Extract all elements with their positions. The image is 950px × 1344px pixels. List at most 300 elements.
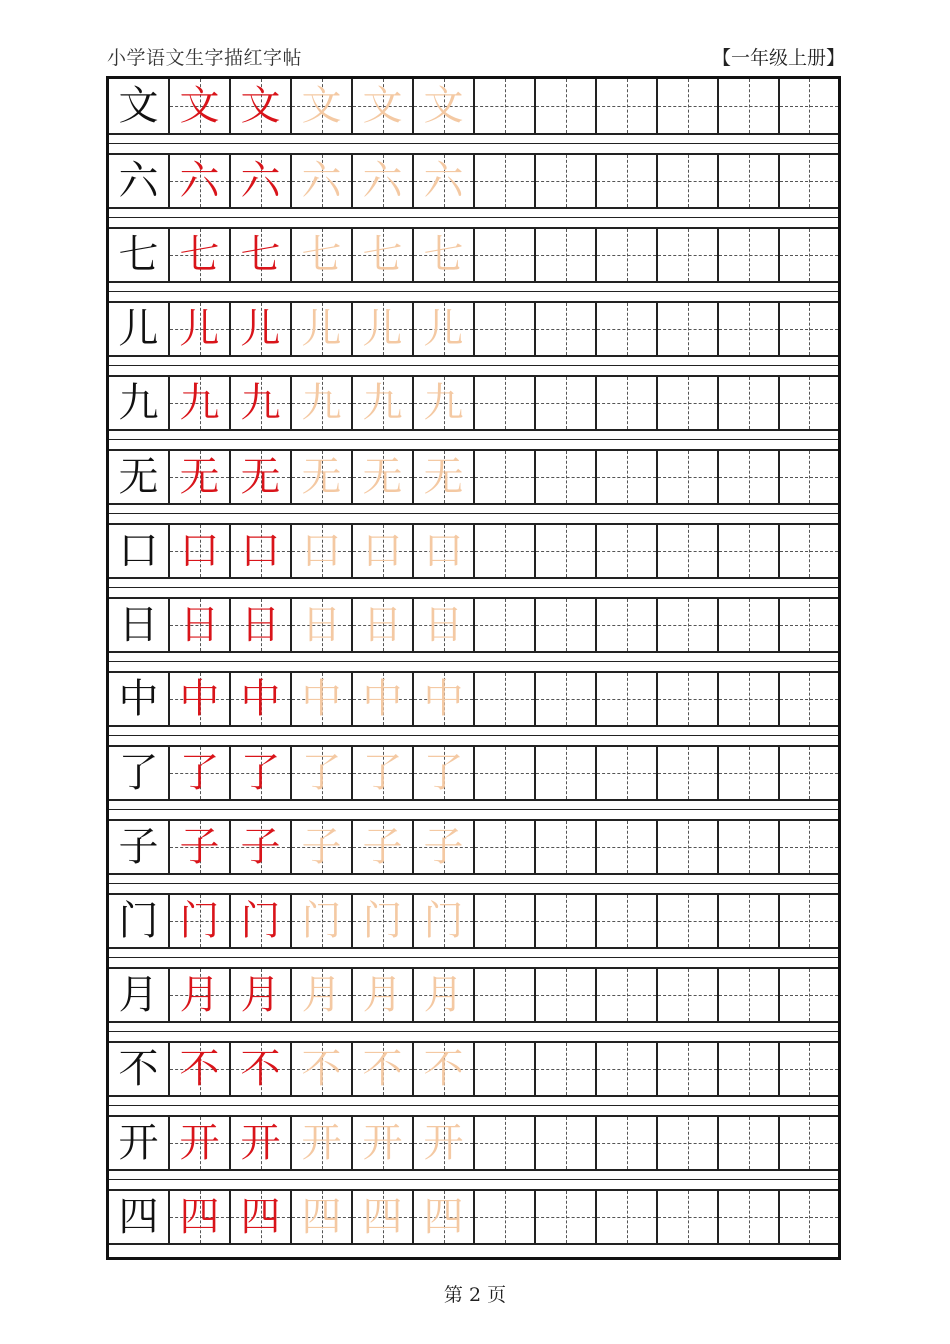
trace-character: 门 — [362, 898, 403, 944]
horizontal-guide-line — [658, 921, 717, 922]
horizontal-guide-line — [780, 1143, 838, 1144]
horizontal-guide-line — [536, 329, 595, 330]
trace-char-cell — [414, 377, 475, 429]
blank-writing-cell — [475, 1043, 536, 1095]
horizontal-guide-line — [597, 995, 656, 996]
trace-char-cell — [170, 377, 231, 429]
red-character: 月 — [179, 972, 220, 1018]
red-character: 九 — [240, 380, 281, 426]
blank-writing-cell — [536, 821, 597, 873]
blank-writing-cell — [780, 821, 838, 873]
model-char-cell — [109, 229, 170, 281]
horizontal-guide-line — [536, 625, 595, 626]
horizontal-guide-line — [719, 921, 778, 922]
red-character: 七 — [179, 232, 220, 278]
horizontal-guide-line — [475, 921, 534, 922]
separator-line — [109, 439, 838, 440]
horizontal-guide-line — [475, 1069, 534, 1070]
trace-char-cell — [414, 229, 475, 281]
blank-writing-cell — [536, 673, 597, 725]
trace-char-cell — [414, 673, 475, 725]
blank-writing-cell — [780, 79, 838, 133]
trace-char-cell — [292, 969, 353, 1021]
trace-character: 月 — [362, 972, 403, 1018]
trace-char-cell — [170, 1043, 231, 1095]
horizontal-guide-line — [658, 106, 717, 107]
practice-row — [109, 375, 838, 431]
trace-char-cell — [231, 451, 292, 503]
trace-character: 文 — [423, 83, 464, 129]
blank-writing-cell — [475, 895, 536, 947]
horizontal-guide-line — [658, 1069, 717, 1070]
page-number: 第 2 页 — [443, 1284, 507, 1306]
trace-char-cell — [292, 1191, 353, 1243]
horizontal-guide-line — [597, 477, 656, 478]
blank-writing-cell — [597, 303, 658, 355]
model-character: 文 — [118, 83, 159, 129]
horizontal-guide-line — [536, 773, 595, 774]
blank-writing-cell — [475, 1191, 536, 1243]
horizontal-guide-line — [658, 329, 717, 330]
trace-character: 开 — [362, 1120, 403, 1166]
trace-char-cell — [353, 451, 414, 503]
blank-writing-cell — [658, 79, 719, 133]
trace-char-cell — [292, 895, 353, 947]
trace-character: 门 — [301, 898, 342, 944]
blank-writing-cell — [597, 895, 658, 947]
blank-writing-cell — [536, 1191, 597, 1243]
trace-char-cell — [414, 451, 475, 503]
trace-char-cell — [170, 1191, 231, 1243]
trace-char-cell — [231, 525, 292, 577]
trace-char-cell — [414, 599, 475, 651]
horizontal-guide-line — [536, 181, 595, 182]
model-character: 子 — [118, 824, 159, 870]
blank-writing-cell — [597, 377, 658, 429]
trace-char-cell — [292, 821, 353, 873]
blank-writing-cell — [780, 1191, 838, 1243]
red-character: 中 — [179, 676, 220, 722]
grade-label: 【一年级上册】 — [711, 47, 845, 69]
model-character: 日 — [118, 602, 159, 648]
trace-char-cell — [170, 451, 231, 503]
blank-writing-cell — [719, 155, 780, 207]
practice-row — [109, 967, 838, 1023]
blank-writing-cell — [658, 525, 719, 577]
row-separator — [109, 431, 838, 449]
blank-writing-cell — [780, 599, 838, 651]
separator-line — [109, 661, 838, 662]
row-separator — [109, 1171, 838, 1189]
trace-char-cell — [292, 747, 353, 799]
horizontal-guide-line — [719, 1217, 778, 1218]
blank-writing-cell — [597, 821, 658, 873]
horizontal-guide-line — [475, 1217, 534, 1218]
trace-character: 开 — [301, 1120, 342, 1166]
horizontal-guide-line — [597, 1069, 656, 1070]
red-character: 子 — [179, 824, 220, 870]
blank-writing-cell — [536, 155, 597, 207]
trace-char-cell — [353, 599, 414, 651]
trace-character: 子 — [423, 824, 464, 870]
blank-writing-cell — [475, 1117, 536, 1169]
blank-writing-cell — [536, 969, 597, 1021]
worksheet-title: 小学语文生字描红字帖 — [107, 47, 303, 69]
trace-char-cell — [170, 821, 231, 873]
horizontal-guide-line — [536, 477, 595, 478]
red-character: 了 — [179, 750, 220, 796]
blank-writing-cell — [719, 525, 780, 577]
horizontal-guide-line — [719, 477, 778, 478]
horizontal-guide-line — [719, 106, 778, 107]
horizontal-guide-line — [597, 773, 656, 774]
blank-writing-cell — [475, 821, 536, 873]
trace-char-cell — [231, 969, 292, 1021]
blank-writing-cell — [597, 1191, 658, 1243]
horizontal-guide-line — [780, 255, 838, 256]
model-character: 七 — [118, 232, 159, 278]
blank-writing-cell — [658, 229, 719, 281]
trace-character: 六 — [362, 158, 403, 204]
trace-char-cell — [231, 821, 292, 873]
trace-char-cell — [231, 229, 292, 281]
trace-char-cell — [231, 155, 292, 207]
model-char-cell — [109, 969, 170, 1021]
trace-char-cell — [170, 79, 231, 133]
horizontal-guide-line — [719, 403, 778, 404]
blank-writing-cell — [780, 303, 838, 355]
model-character: 了 — [118, 750, 159, 796]
horizontal-guide-line — [658, 551, 717, 552]
red-character: 门 — [240, 898, 281, 944]
trace-char-cell — [353, 525, 414, 577]
trace-char-cell — [414, 155, 475, 207]
trace-character: 四 — [423, 1194, 464, 1240]
trace-char-cell — [414, 747, 475, 799]
trace-character: 七 — [362, 232, 403, 278]
trace-char-cell — [231, 79, 292, 133]
blank-writing-cell — [780, 895, 838, 947]
row-separator — [109, 209, 838, 227]
blank-writing-cell — [658, 1043, 719, 1095]
horizontal-guide-line — [597, 551, 656, 552]
separator-line — [109, 883, 838, 884]
horizontal-guide-line — [658, 1217, 717, 1218]
blank-writing-cell — [597, 229, 658, 281]
blank-writing-cell — [780, 673, 838, 725]
model-char-cell — [109, 525, 170, 577]
trace-character: 日 — [301, 602, 342, 648]
blank-writing-cell — [536, 599, 597, 651]
trace-char-cell — [414, 821, 475, 873]
horizontal-guide-line — [719, 995, 778, 996]
separator-line — [109, 957, 838, 958]
practice-grid — [106, 76, 841, 1260]
blank-writing-cell — [536, 895, 597, 947]
horizontal-guide-line — [475, 255, 534, 256]
practice-row — [109, 227, 838, 283]
model-character: 开 — [118, 1120, 159, 1166]
blank-writing-cell — [780, 525, 838, 577]
trace-character: 六 — [301, 158, 342, 204]
trace-char-cell — [292, 79, 353, 133]
horizontal-guide-line — [658, 181, 717, 182]
red-character: 月 — [240, 972, 281, 1018]
trace-character: 文 — [301, 83, 342, 129]
trace-char-cell — [231, 747, 292, 799]
blank-writing-cell — [658, 821, 719, 873]
red-character: 不 — [240, 1046, 281, 1092]
blank-writing-cell — [780, 377, 838, 429]
trace-character: 了 — [362, 750, 403, 796]
horizontal-guide-line — [536, 1217, 595, 1218]
blank-writing-cell — [475, 599, 536, 651]
blank-writing-cell — [597, 969, 658, 1021]
horizontal-guide-line — [475, 477, 534, 478]
trace-char-cell — [292, 155, 353, 207]
separator-line — [109, 291, 838, 292]
trace-char-cell — [170, 1117, 231, 1169]
model-char-cell — [109, 79, 170, 133]
blank-writing-cell — [536, 1117, 597, 1169]
horizontal-guide-line — [658, 773, 717, 774]
horizontal-guide-line — [475, 551, 534, 552]
row-separator — [109, 727, 838, 745]
separator-line — [109, 1031, 838, 1032]
model-char-cell — [109, 155, 170, 207]
horizontal-guide-line — [719, 1143, 778, 1144]
trace-char-cell — [414, 1191, 475, 1243]
blank-writing-cell — [780, 969, 838, 1021]
row-separator — [109, 579, 838, 597]
trace-character: 了 — [301, 750, 342, 796]
blank-writing-cell — [719, 673, 780, 725]
horizontal-guide-line — [597, 403, 656, 404]
trace-char-cell — [292, 377, 353, 429]
blank-writing-cell — [658, 1117, 719, 1169]
blank-writing-cell — [536, 1043, 597, 1095]
red-character: 开 — [179, 1120, 220, 1166]
trace-character: 七 — [423, 232, 464, 278]
row-separator — [109, 135, 838, 153]
blank-writing-cell — [536, 525, 597, 577]
model-character: 不 — [118, 1046, 159, 1092]
horizontal-guide-line — [719, 699, 778, 700]
horizontal-guide-line — [536, 699, 595, 700]
separator-line — [109, 513, 838, 514]
separator-line — [109, 1105, 838, 1106]
trace-character: 无 — [362, 454, 403, 500]
horizontal-guide-line — [597, 921, 656, 922]
blank-writing-cell — [719, 303, 780, 355]
practice-row — [109, 301, 838, 357]
trace-char-cell — [353, 1117, 414, 1169]
horizontal-guide-line — [536, 403, 595, 404]
trace-character: 九 — [301, 380, 342, 426]
model-character: 门 — [118, 898, 159, 944]
horizontal-guide-line — [597, 699, 656, 700]
blank-writing-cell — [658, 673, 719, 725]
horizontal-guide-line — [536, 106, 595, 107]
red-character: 口 — [240, 528, 281, 574]
trace-char-cell — [353, 155, 414, 207]
blank-writing-cell — [597, 673, 658, 725]
trace-char-cell — [292, 303, 353, 355]
blank-writing-cell — [780, 1117, 838, 1169]
trace-char-cell — [292, 1117, 353, 1169]
blank-writing-cell — [597, 1043, 658, 1095]
blank-writing-cell — [475, 969, 536, 1021]
trace-char-cell — [170, 303, 231, 355]
practice-row — [109, 449, 838, 505]
red-character: 六 — [179, 158, 220, 204]
trace-char-cell — [231, 1117, 292, 1169]
practice-row — [109, 745, 838, 801]
horizontal-guide-line — [597, 625, 656, 626]
horizontal-guide-line — [780, 995, 838, 996]
trace-character: 不 — [301, 1046, 342, 1092]
blank-writing-cell — [780, 155, 838, 207]
blank-writing-cell — [719, 451, 780, 503]
blank-writing-cell — [719, 1043, 780, 1095]
blank-writing-cell — [597, 155, 658, 207]
trace-char-cell — [414, 1117, 475, 1169]
trace-character: 文 — [362, 83, 403, 129]
trace-character: 了 — [423, 750, 464, 796]
blank-writing-cell — [597, 1117, 658, 1169]
horizontal-guide-line — [780, 1217, 838, 1218]
blank-writing-cell — [719, 1117, 780, 1169]
model-char-cell — [109, 377, 170, 429]
row-separator — [109, 505, 838, 523]
trace-char-cell — [170, 155, 231, 207]
trace-char-cell — [170, 229, 231, 281]
trace-char-cell — [353, 747, 414, 799]
red-character: 日 — [240, 602, 281, 648]
trace-char-cell — [292, 1043, 353, 1095]
trace-character: 不 — [362, 1046, 403, 1092]
horizontal-guide-line — [719, 773, 778, 774]
blank-writing-cell — [780, 747, 838, 799]
red-character: 四 — [179, 1194, 220, 1240]
red-character: 九 — [179, 380, 220, 426]
trace-character: 四 — [362, 1194, 403, 1240]
blank-writing-cell — [719, 895, 780, 947]
blank-writing-cell — [475, 525, 536, 577]
separator-line — [109, 217, 838, 218]
red-character: 门 — [179, 898, 220, 944]
red-character: 口 — [179, 528, 220, 574]
red-character: 儿 — [240, 306, 281, 352]
separator-line — [109, 1179, 838, 1180]
trace-character: 四 — [301, 1194, 342, 1240]
blank-writing-cell — [780, 1043, 838, 1095]
model-character: 月 — [118, 972, 159, 1018]
trace-char-cell — [292, 525, 353, 577]
practice-row — [109, 671, 838, 727]
red-character: 了 — [240, 750, 281, 796]
horizontal-guide-line — [780, 181, 838, 182]
trace-character: 门 — [423, 898, 464, 944]
horizontal-guide-line — [475, 106, 534, 107]
row-separator — [109, 875, 838, 893]
trace-character: 开 — [423, 1120, 464, 1166]
horizontal-guide-line — [536, 1143, 595, 1144]
horizontal-guide-line — [658, 1143, 717, 1144]
model-char-cell — [109, 673, 170, 725]
blank-writing-cell — [475, 377, 536, 429]
model-character: 六 — [118, 158, 159, 204]
practice-row — [109, 79, 838, 135]
horizontal-guide-line — [780, 403, 838, 404]
model-char-cell — [109, 821, 170, 873]
model-char-cell — [109, 747, 170, 799]
model-char-cell — [109, 599, 170, 651]
trace-character: 无 — [301, 454, 342, 500]
trace-character: 口 — [301, 528, 342, 574]
horizontal-guide-line — [475, 1143, 534, 1144]
separator-line — [109, 735, 838, 736]
trace-char-cell — [292, 451, 353, 503]
row-separator — [109, 283, 838, 301]
blank-writing-cell — [780, 229, 838, 281]
horizontal-guide-line — [536, 847, 595, 848]
horizontal-guide-line — [780, 847, 838, 848]
horizontal-guide-line — [597, 329, 656, 330]
red-character: 子 — [240, 824, 281, 870]
model-char-cell — [109, 1043, 170, 1095]
blank-writing-cell — [658, 377, 719, 429]
blank-writing-cell — [658, 895, 719, 947]
blank-writing-cell — [719, 599, 780, 651]
horizontal-guide-line — [536, 551, 595, 552]
model-character: 口 — [118, 528, 159, 574]
blank-writing-cell — [719, 821, 780, 873]
trace-character: 中 — [423, 676, 464, 722]
horizontal-guide-line — [780, 106, 838, 107]
practice-row — [109, 523, 838, 579]
trace-char-cell — [231, 1191, 292, 1243]
trace-char-cell — [292, 673, 353, 725]
blank-writing-cell — [536, 229, 597, 281]
separator-line — [109, 587, 838, 588]
practice-row — [109, 893, 838, 949]
horizontal-guide-line — [597, 181, 656, 182]
red-character: 文 — [179, 83, 220, 129]
row-separator — [109, 357, 838, 375]
trace-character: 子 — [362, 824, 403, 870]
trace-character: 口 — [423, 528, 464, 574]
trace-character: 不 — [423, 1046, 464, 1092]
blank-writing-cell — [658, 155, 719, 207]
horizontal-guide-line — [597, 1217, 656, 1218]
blank-writing-cell — [719, 969, 780, 1021]
trace-char-cell — [170, 895, 231, 947]
blank-writing-cell — [780, 451, 838, 503]
blank-writing-cell — [719, 1191, 780, 1243]
trace-character: 子 — [301, 824, 342, 870]
blank-writing-cell — [597, 525, 658, 577]
horizontal-guide-line — [475, 181, 534, 182]
row-separator — [109, 801, 838, 819]
horizontal-guide-line — [475, 847, 534, 848]
trace-character: 七 — [301, 232, 342, 278]
horizontal-guide-line — [780, 1069, 838, 1070]
trace-character: 儿 — [301, 306, 342, 352]
horizontal-guide-line — [536, 255, 595, 256]
model-char-cell — [109, 895, 170, 947]
blank-writing-cell — [597, 599, 658, 651]
